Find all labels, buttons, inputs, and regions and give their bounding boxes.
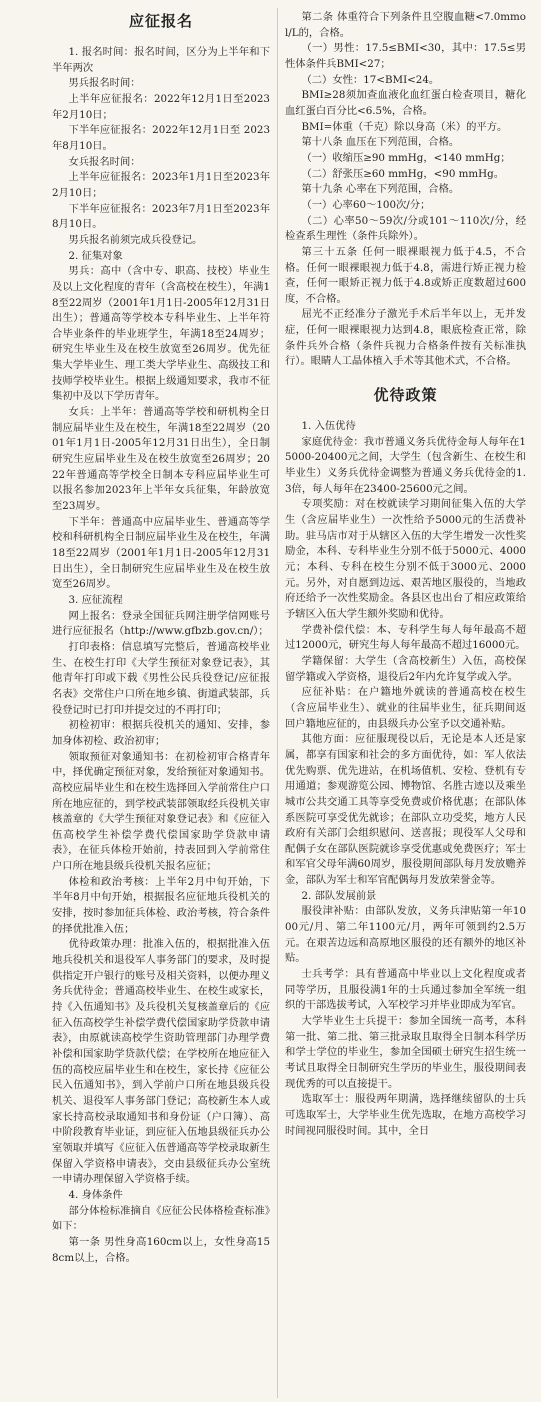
enlistment-body [52,45,270,1266]
paragraph: 第二条 体重符合下列条件且空腹血糖<7.0mmol/L的，合格。 [285,11,526,39]
paragraph: 士兵考学：具有普通高中毕业以上文化程度或者同等学历，且服役满1年的士兵通过参加全军统一组织的干部选拔考试，入军校学习并毕业即成为军官。 [285,968,526,1012]
paragraph: 选取军士：服役两年期满，选择继续留队的士兵可选取军士，大学毕业生优先选取，在地方高校学习时间视同服役时间。其中，全日 [285,1093,526,1137]
paragraph: 部分体检标准摘自《应征公民体格检查标准》如下： [52,1204,270,1233]
paragraph: 下半年应征报名：2023年7月1日至2023年8月10日。 [52,202,270,231]
paragraph: （一）男性：17.5≤BMI<30，其中：17.5≤男性体条件兵BMI<27； [285,42,526,70]
paragraph: 其他方面：应征服现役以后，无论是本人还是家属，都享有国家和社会的多方面优待，如：军人依法优先购票、优先进站，在机场值机、安检、登机有专用通道；参观游览公园、博物馆、名胜古迹以及乘坐城市公共交通工具等享受免费或价格优惠；在部队体系医院可享受优先就诊；在部队立功受奖，地方人民政府有关部门会组织慰问、送喜报；现役军人父母和配偶子女在部队医院就诊享受优惠或免费医疗；军士和军官父母年满60周岁，服役期间部队每月发放赡养金，部队为军士和军官配偶每月发放荣誉金等。 [285,733,526,887]
paragraph: 优待政策办理：批准入伍的，根据批准入伍地兵役机关和退役军人事务部门的要求，及时提供指定开户银行的账号及相关资料，以便办理义务兵优待金；普通高校毕业生、在校生或家长，持《入伍通知书》及兵役机关复核盖章后的《应征入伍高校学生补偿学费代偿国家助学贷款申请表》，由原就读高校学生资助管理部门办理学费补偿和国家助学贷款代偿；在学校所在地应征入伍的高校应届毕业生和在校生，家长持《应征公民入伍通知书》，到入学前户口所在地县级兵役机关、退役军人事务部门登记；高校新生本人或家长持高校录取通知书和身份证（户口簿）、高中阶段教育毕业证，到应征入伍地县级征兵办公室领取并填写《应征入伍普通高等学校录取新生保留入学资格申请表》，交由县级征兵办公室统一申请办理保留入学资格手续。 [52,938,270,1186]
paragraph: 第三十五条 任何一眼裸眼视力低于4.5，不合格。任何一眼裸眼视力低于4.8，需进行矫正视力检查，任何一眼矫正视力低于4.8或矫正度数超过600度，不合格。 [285,245,526,305]
paragraph: 2. 征集对象 [68,249,123,262]
paragraph: 上半年应征报名：2022年12月1日至2023年2月10日； [52,92,270,121]
paragraph: BMI≥28须加查血液化血红蛋白检查项目，糖化血红蛋白百分比<6.5%，合格。 [285,89,526,117]
paragraph: （二）舒张压≥60 mmHg，<90 mmHg。 [301,167,505,180]
paragraph: 体检和政治考核：上半年2月中旬开始，下半年8月中旬开始，根据报名应征地兵役机关的安排，按时参加征兵体检、政治考核，符合条件的择优批准入伍； [52,875,270,935]
paragraph: 女兵报名时间： [68,155,141,168]
paragraph: 打印表格：信息填写完整后，普通高校毕业生、在校生打印《大学生预征对象登记表》，其他青年打印或下载《男性公民兵役登记/应征报名表》交常住户口所在地乡镇、街道武装部，兵役登记时已打印并提交过的不再打印； [52,640,270,716]
paragraph: 学籍保留：大学生（含高校新生）入伍，高校保留学籍或入学资格，退役后2年内允许复学或入学。 [285,654,526,683]
paragraph: 4. 身体条件 [68,1188,123,1201]
paragraph: 大学毕业生士兵提干：参加全国统一高考，本科第一批、第二批、第三批录取且取得全日制本科学历和学士学位的毕业生，参加全国硕士研究生招生统一考试且取得全日制研究生学历的毕业生，服役期间表现优秀的可以直接提干。 [285,1015,526,1090]
paragraph: 服役津补贴：由部队发放，义务兵津贴第一年1000元/月、第二年1100元/月，两年可领到约2.5万元。在艰苦边远和高原地区服役的还有额外的地区补贴。 [285,905,526,965]
section-title-benefits: 优待政策 [373,386,438,405]
paragraph: 屈光不正经准分子激光手术后半年以上，无并发症，任何一眼裸眼视力达到4.8，眼底检查正常，除条件兵外合格（条件兵视力合格条件按有关标准执行）。眼睛人工晶体植入手术等其他术式，不合格。 [285,308,526,368]
paragraph: 女兵：上半年：普通高等学校和研机构全日制应届毕业生及在校生，年满18至22周岁（2001年1月1日-2005年12月31日出生），全日制研究生应届毕业生及在校生放宽至26周岁；2022年普通高等学校全日制本专科应届毕业生可以报名参加2023年上半年女兵征集，年龄放宽至23周岁。 [52,406,270,513]
paragraph: 第十九条 心率在下列范围，合格。 [301,183,460,196]
paragraph: 1. 入伍优待 [301,420,356,433]
column-divider [277,8,278,1398]
paragraph: 3. 应征流程 [68,593,123,606]
section-title-enlistment: 应征报名 [128,12,193,30]
paragraph: 专项奖励：对在校就读学习期间征集入伍的大学生（含应届毕业生）一次性给予5000元的生活费补助。驻马店市对于从辖区入伍的大学生增发一次性奖励金，本科、专科毕业生分别不低于5000元、4000元；本科、专科在校生分别不低于3000元、2000元。另外，对自愿到边远、艰苦地区服役的，当地政府还给予一次性奖励金。各县区也出台了相应政策给予辖区入伍大学生额外奖励和优待。 [285,498,526,620]
paragraph: 初检初审：根据兵役机关的通知、安排，参加身体初检、政治初审； [52,719,270,747]
paragraph: 下半年应征报名：2022年12月1日至 2023年8月10日。 [52,124,270,152]
paragraph: 男兵：高中（含中专、职高、技校）毕业生及以上文化程度的青年（含高校在校生），年满18至22周岁（2001年1月1日-2005年12月31日出生）；普通高等学校本专科毕业生、上半年符合毕业条件的毕业班学生，年满18至24周岁；研究生毕业生及在校生放宽至26周岁。优先征集大学毕业生、理工类大学毕业生、高级技工和技师学校毕业生。根据上级通知要求，我市不征集初中及以下学历青年。 [52,265,270,403]
paragraph: 男兵报名前须完成兵役登记。 [68,233,203,246]
paragraph: （一）收缩压≥90 mmHg，<140 mmHg； [301,151,511,164]
right-column [285,10,526,1139]
paragraph: 1. 报名时间：报名时间，区分为上半年和下半年两次 [52,46,270,74]
left-column [52,10,270,1266]
paragraph: 第一条 男性身高160cm以上，女性身高158cm以上，合格。 [52,1235,270,1264]
paragraph: 2. 部队发展前景 [301,889,377,902]
paragraph: 男兵报名时间： [68,77,141,90]
paragraph: 应征补贴：在户籍地外就读的普通高校在校生（含应届毕业生）、就业的往届毕业生，征兵期间返回户籍地应征的，由县级兵办公室予以交通补贴。 [285,686,526,730]
paragraph: 学费补偿代偿：本、专科学生每人每年最高不超过12000元，研究生每人每年最高不超过16000元。 [285,623,526,652]
paragraph: BMI=体重（千克）除以身高（米）的平方。 [301,120,508,133]
paragraph: 领取预征对象通知书：在初检初审合格青年中，择优确定预征对象，发给预征对象通知书。高校应届毕业生和在校生选择回入学前常住户口所在地应征的，到学校武装部领取经兵役机关审核盖章的《大学生预征对象登记表》和《应征入伍高校学生补偿学费代偿国家助学贷款申请表》，在征兵体检开始前，持表回到入学前常住户口所在地县级兵役机关报名应征； [52,750,270,873]
benefits-body [285,419,526,1139]
physical-standards-body [285,10,526,370]
paragraph: 家庭优待金：我市普通义务兵优待金每人每年在15000-20400元之间，大学生（包含新生、在校生和毕业生）义务兵优待金调整为普通义务兵优待金的1.3倍，每人每年在23400-25600元之间。 [285,435,526,495]
paragraph: 网上报名：登录全国征兵网注册学信网账号进行应征报名（http://www.gfbzb.gov.cn/）； [52,609,270,638]
paragraph: （一）心率60～100次/分； [301,198,431,211]
paragraph: 第十八条 血压在下列范围，合格。 [301,136,460,149]
paragraph: （二）心率50～59次/分或101～110次/分，经检查系生理性（条件兵除外）。 [285,214,526,243]
paragraph: （二）女性：17<BMI<24。 [301,73,440,86]
paragraph: 下半年：普通高中应届毕业生、普通高等学校和科研机构全日制应届毕业生及在校生，年满18至22周岁（2001年1月1日-2005年12月31日出生），全日制研究生应届毕业生及在校生放宽至26周岁。 [52,515,270,591]
paragraph: 上半年应征报名：2023年1月1日至2023年2月10日； [52,171,270,199]
